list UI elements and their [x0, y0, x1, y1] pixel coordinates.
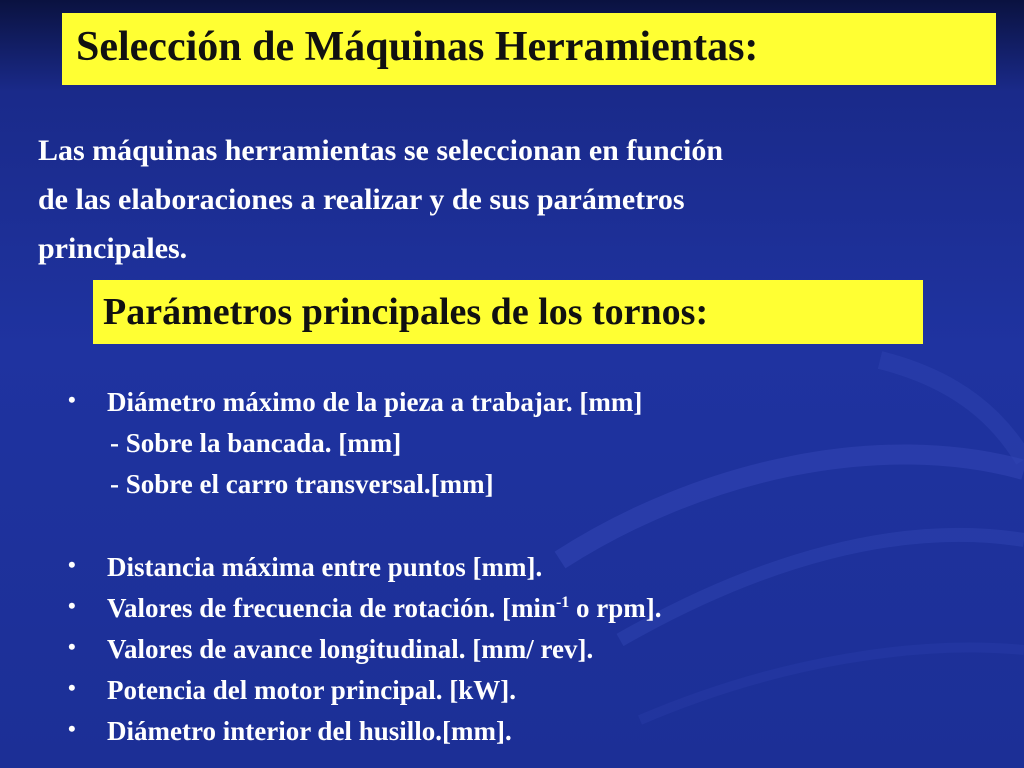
section-subtitle: Parámetros principales de los tornos: — [103, 291, 709, 333]
bullet-icon: • — [68, 716, 76, 741]
intro-line: principales. — [38, 232, 188, 265]
slide-title: Selección de Máquinas Herramientas: — [76, 24, 759, 70]
subtitle-banner — [93, 280, 923, 344]
bullet-icon: • — [68, 552, 76, 577]
intro-paragraph — [38, 126, 978, 273]
bullet-icon: • — [68, 675, 76, 700]
intro-line: Las máquinas herramientas se seleccionan en función — [38, 134, 724, 167]
bullet-label — [107, 593, 662, 624]
bullet-label-text: Valores de frecuencia de rotación. [min — [107, 593, 556, 623]
bullet-sub-item: - Sobre el carro transversal.[mm] — [110, 469, 494, 499]
bullet-label: Diámetro interior del husillo.[mm]. — [107, 716, 512, 746]
bullet-label-text: o rpm]. — [569, 593, 662, 623]
intro-line: de las elaboraciones a realizar y de sus parámetros — [38, 183, 685, 216]
superscript-exponent: -1 — [555, 594, 570, 611]
bullet-icon: • — [68, 387, 76, 412]
bullet-label: Distancia máxima entre puntos [mm]. — [107, 552, 543, 582]
bullet-sub-item: - Sobre la bancada. [mm] — [110, 428, 402, 458]
bullet-label: Valores de avance longitudinal. [mm/ rev]. — [107, 634, 594, 664]
bullet-icon: • — [68, 593, 76, 618]
title-banner — [62, 13, 996, 85]
bullet-icon: • — [68, 634, 76, 659]
bullet-label: Potencia del motor principal. [kW]. — [107, 675, 516, 705]
bullet-label: Diámetro máximo de la pieza a trabajar. [mm] — [107, 387, 643, 417]
